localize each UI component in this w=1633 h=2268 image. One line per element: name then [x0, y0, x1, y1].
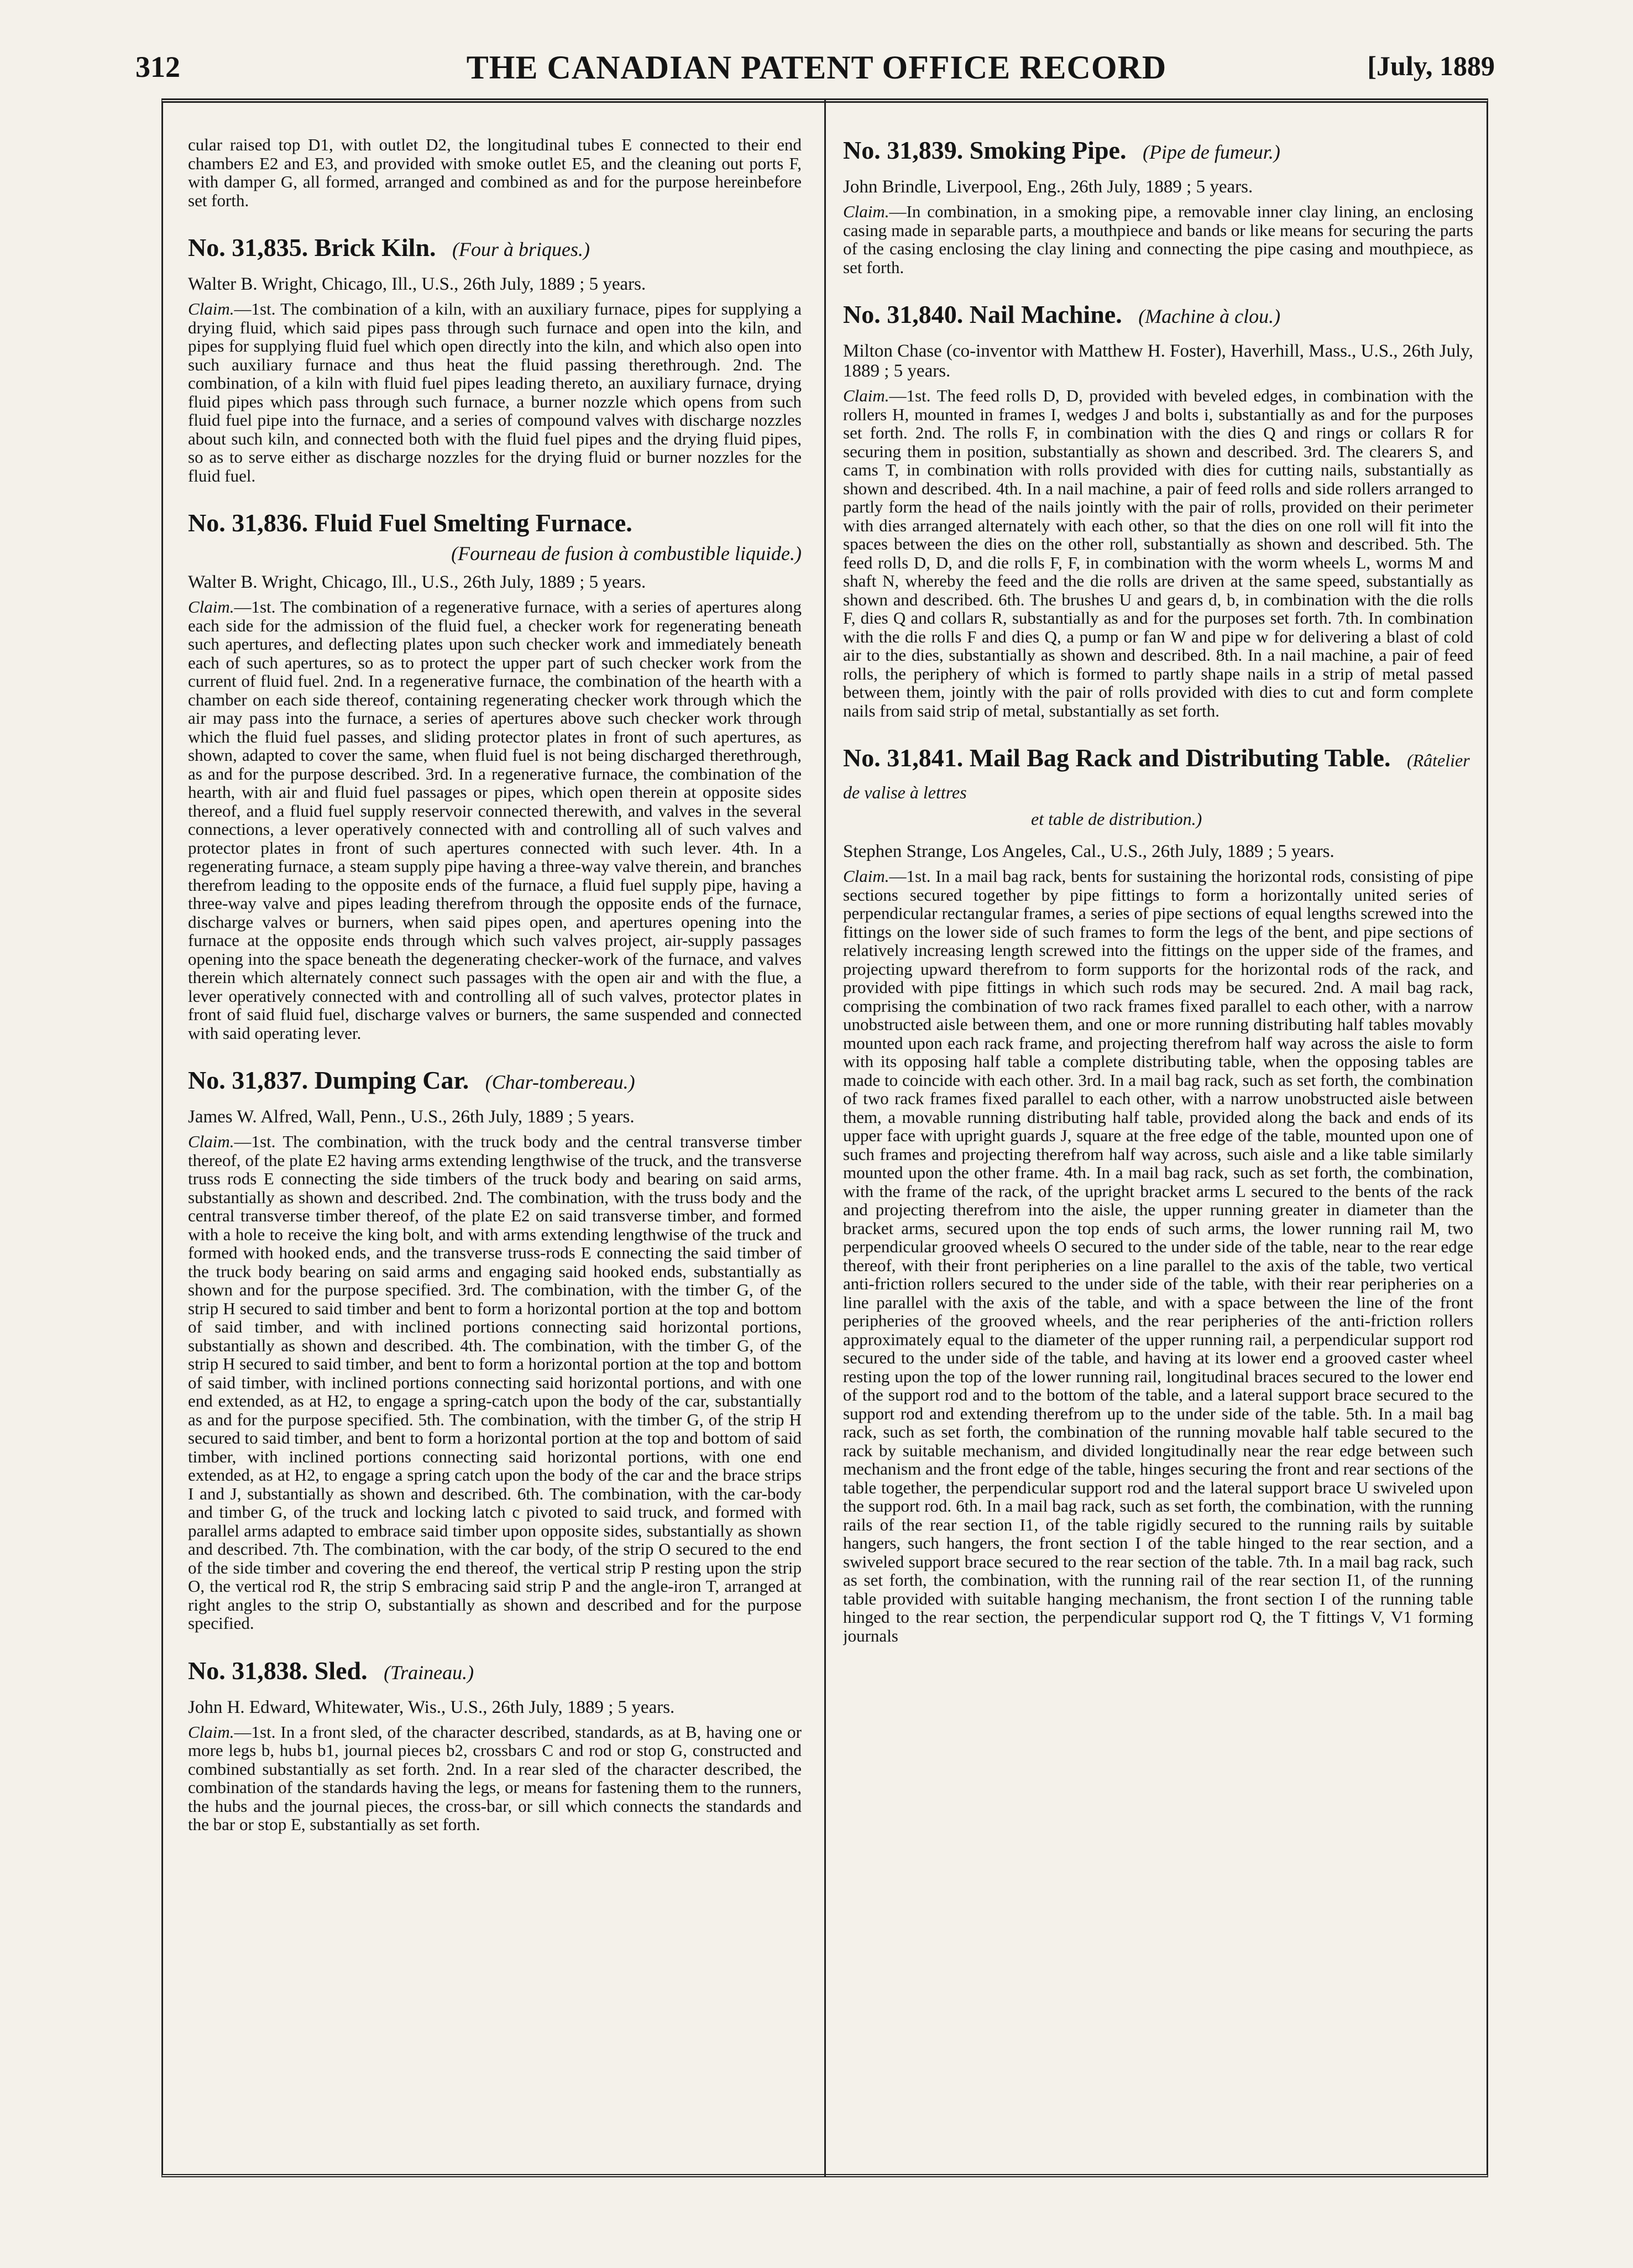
page-number: 312: [135, 50, 180, 83]
claim-text: —1st. The feed rolls D, D, provided with beveled edges, in combination with the rollers H, mounted in frames I, wedges J and bolts i, substantially as and for the purposes set forth. 2nd. The rolls F, in combination with the dies Q and rings or collars R for securing them in position, substantially as shown and described. 3rd. The clearers S, and cams T, in combination with rolls provided with dies for cutting nails, substantially as shown and described. 4th. In a nail machine, a pair of feed rolls and side rollers arranged to partly form the head of the nails jointly with the pair of rolls, provided on their perimeter with dies arranged alternately with each other, so that the dies on one roll will fit into the spaces between the dies on the other roll, substantially as shown and described. 5th. The feed rolls D, D, and die rolls F, F, in combination with the worm wheels L, worms M and shaft N, whereby the feed and the die rolls are driven at the same speed, substantially as shown and described. 6th. The brushes U and gears d, b, in combination with the die rolls F, dies Q and collars R, substantially as and for the purposes set forth. 7th. In combination with the die rolls F and dies Q, a pump or fan W and pipe w for delivering a blast of cold air to the dies, substantially as shown and described. 8th. In a nail machine, a pair of feed rolls, the periphery of which is formed to partly shape nails in a strip of metal passed between them, jointly with the pair of rolls provided with dies to cut and form complete nails from said strip of metal, substantially as set forth.: [843, 386, 1473, 720]
patent-heading: [188, 233, 802, 264]
patent-31841: [843, 743, 1473, 1645]
claim-label: Claim.: [188, 299, 234, 318]
patent-heading: [188, 508, 802, 538]
patent-inventor: Walter B. Wright, Chicago, Ill., U.S., 26th July, 1889 ; 5 years.: [188, 274, 646, 294]
page-header: [0, 33, 1633, 94]
patent-title: Fluid Fuel Smelting Furnace.: [314, 509, 632, 537]
patent-title: Smoking Pipe.: [969, 136, 1127, 164]
claim-label: Claim.: [188, 597, 234, 616]
claim-text: —In combination, in a smoking pipe, a removable inner clay lining, an enclosing casing made in separable parts, a mouthpiece and bands or like means for securing the parts of the casing enclosing the clay lining and connecting the pipe casing and mouthpiece, as set forth.: [843, 202, 1473, 277]
patent-claim: [188, 598, 802, 1042]
patent-claim: [188, 300, 802, 485]
journal-title: THE CANADIAN PATENT OFFICE RECORD: [466, 49, 1167, 86]
patent-31837: [188, 1065, 802, 1633]
patent-inventor: Stephen Strange, Los Angeles, Cal., U.S., 26th July, 1889 ; 5 years.: [843, 842, 1334, 861]
patent-french-title: (Pipe de fumeur.): [1142, 141, 1280, 163]
patent-inventor: Milton Chase (co-inventor with Matthew H. Foster), Haverhill, Mass., U.S., 26th July, 1889 ; 5 years.: [843, 341, 1473, 381]
claim-text: —1st. The combination of a kiln, with an auxiliary furnace, pipes for supplying a drying fluid, which said pipes pass through such furnace and open into the kiln, and pipes for supplying fluid fuel which open directly into the kiln, and which also open into such auxiliary furnace and thus heat the fluid passing therethrough. 2nd. The combination, of a kiln with fluid fuel pipes leading thereto, an auxiliary furnace, drying fluid pipes which pass through such furnace, a burner nozzle which opens from such fluid fuel pipe into the furnace, and a series of compound valves with discharge nozzles about such kiln, and connected both with the fluid fuel pipes and the drying fluid pipes, so as to serve either as discharge nozzles for the drying fluid or burner nozzles for the fluid fuel.: [188, 299, 802, 485]
claim-text: —1st. The combination of a regenerative furnace, with a series of apertures along each side for the admission of the fluid fuel, a checker work for regenerating beneath such apertures, and deflecting plates upon such checker work and immediately beneath each of such apertures, so as to protect the upper part of such checker work from the current of fluid fuel. 2nd. In a regenerative furnace, the combination of the hearth with a chamber on each side thereof, containing regenerating checker work through which the air may pass into the furnace, a series of apertures above such checker work through which the fluid fuel passes, and sliding protector plates in front of such apertures, as shown, adapted to cover the same, when fluid fuel is not being discharged therethrough, as and for the purpose described. 3rd. In a regenerative furnace, the combination of the hearth, with air and fluid fuel passages or pipes, which open therein at opposite sides thereof, and a fluid fuel supply reservoir connected therewith, and valves in the several connections, a lever operatively connected with and controlling all of such valves and protector plates in front of such apertures connected with such lever. 4th. In a regenerating furnace, a steam supply pipe having a three-way valve therein, and branches therefrom leading to the opposite ends of the furnace, a fluid fuel supply pipe, having a three-way valve and pipes leading therefrom through the opposite ends of the furnace, discharge valves or burners, when said pipes open, and apertures opening into the furnace at the opposite ends through which such valves project, air-supply passages opening into the space beneath the degenerating checker-work of the furnace, and valves therein which alternately connect such passages with the open air and with the flue, a lever operatively connected with and controlling all of such valves, protector plates in front of said fluid fuel, discharge valves or burners, the same suspended and connected with said operating lever.: [188, 597, 802, 1043]
claim-label: Claim.: [843, 866, 889, 886]
claim-label: Claim.: [843, 202, 889, 221]
patent-inventor: John Brindle, Liverpool, Eng., 26th July, 1889 ; 5 years.: [843, 177, 1253, 197]
column-divider: [824, 98, 826, 2177]
issue-date: [July, 1889: [1367, 50, 1495, 81]
claim-label: Claim.: [188, 1132, 234, 1151]
patent-claim: [188, 1723, 802, 1834]
claim-label: Claim.: [188, 1722, 234, 1742]
patent-french-title: (Fourneau de fusion à combustible liquide.): [451, 542, 802, 565]
patent-heading: [843, 135, 1473, 167]
patent-heading: [843, 300, 1473, 331]
patent-number: No. 31,839.: [843, 136, 964, 164]
patent-claim: [843, 386, 1473, 720]
patent-number: No. 31,836.: [188, 509, 308, 537]
claim-text: —1st. The combination, with the truck body and the central transverse timber thereof, of the plate E2 having arms extending lengthwise of the truck, and the transverse truss rods E connecting the side timbers of the truck body and bearing on said arms, substantially as shown and described. 2nd. The combination, with the truss body and the central transverse timber thereof, of the plate E2 on said transverse timber, and formed with a hole to receive the king bolt, and with arms extending lengthwise of the truck and formed with hooked ends, and the transverse truss-rods E connecting the said timber of the truck body bearing on said arms and engaging said hooked ends, substantially as shown and for the purpose specified. 3rd. The combination, with the timber G, of the strip H secured to said timber and bent to form a horizontal portion at the top and bottom of said timber, and with inclined portions connecting said horizontal portions, substantially as shown and described. 4th. The combination, with the timber G, of the strip H secured to said timber, and bent to form a horizontal portion at the top and bottom of said timber, with inclined portions connecting said horizontal portions, and with one end extended, as at H2, to engage a spring-catch upon the body of the car, substantially as and for the purpose specified. 5th. The combination, with the timber G, of the strip H secured to said timber, and bent to form a horizontal portion at the top and bottom of said timber, with inclined portions connecting said horizontal portions, with one end extended, as at H2, to engage a spring catch upon the body of the car and the brace strips I and J, substantially as shown and described. 6th. The combination, with the car-body and timber G, of the truck and locking latch c pivoted to said truck, and formed with parallel arms adapted to embrace said timber upon opposite sides, substantially as shown and described. 7th. The combination, with the car body, of the strip O secured to the end of the side timber and covering the end thereof, the vertical strip P resting upon the strip O, the vertical rod R, the strip S embracing said strip P and the angle-iron T, arranged at right angles to the strip O, substantially as shown and described and for the purpose specified.: [188, 1132, 802, 1633]
patent-title: Mail Bag Rack and Distributing Table.: [969, 744, 1391, 772]
claim-text: —1st. In a front sled, of the character described, standards, as at B, having one or more legs b, hubs b1, journal pieces b2, crossbars C and rod or stop G, constructed and combined substantially as set forth. 2nd. In a rear sled of the character described, the combination of the standards having the legs, or means for fastening them to the runners, the hubs and the journal pieces, the cross-bar, or sill which connects the standards and the bar or stop E, substantially as set forth.: [188, 1722, 802, 1834]
patent-heading: [188, 1656, 802, 1687]
patent-31836: [188, 508, 802, 1042]
patent-heading: [188, 1065, 802, 1097]
patent-french-title-line-2: et table de distribution.): [1031, 809, 1202, 829]
patent-french-title: (Char-tombereau.): [485, 1071, 635, 1093]
patent-inventor: John H. Edward, Whitewater, Wis., U.S., 26th July, 1889 ; 5 years.: [188, 1697, 675, 1717]
patent-title: Nail Machine.: [969, 300, 1122, 328]
patent-inventor: Walter B. Wright, Chicago, Ill., U.S., 26th July, 1889 ; 5 years.: [188, 572, 646, 592]
continuation-text: cular raised top D1, with outlet D2, the longitudinal tubes E connected to their end chambers E2 and E3, and provided with smoke outlet E5, and the cleaning out ports F, with damper G, all formed, arranged and combined as and for the purpose hereinbefore set forth.: [188, 135, 802, 210]
patent-title: Dumping Car.: [314, 1066, 469, 1094]
claim-text: —1st. In a mail bag rack, bents for sustaining the horizontal rods, consisting of pipe sections secured together by pipe fittings to form a horizontally united series of perpendicular rectangular frames, a series of pipe sections of equal lengths screwed into the fittings on the lower side of such frames to form the legs of the bent, and pipe sections of relatively increasing length screwed into the fittings on the upper side of the frames, and projecting upward therefrom to form supports for the horizontal rods of the rack, and provided with pipe fittings in which such rods may be secured. 2nd. A mail bag rack, comprising the combination of two rack frames fixed parallel to each other, with a narrow unobstructed aisle between them, and one or more running distributing half tables movably mounted upon each rack frame, and projecting therefrom half way across the aisle to form with its opposing half table a complete distributing table, when the opposing tables are made to coincide with each other. 3rd. In a mail bag rack, such as set forth, the combination of two rack frames fixed parallel to each other, with a narrow unobstructed aisle between them, a movable running distributing half table, provided along the back and ends of its upper face with upright guards J, square at the free edge of the table, mounted upon one of such frames and projecting therefrom half way across, such aisle and a like table similarly mounted upon the other frame. 4th. In a mail bag rack, such as set forth, the combination, with the frame of the rack, of the upright bracket arms L secured to the bents of the rack and projecting therefrom into the aisle, the upper running greater in diameter than the bracket arms, secured upon the top ends of such arms, the lower running rail M, two perpendicular grooved wheels O secured to the under side of the table, near to the rear edge thereof, with their front peripheries on a line parallel to the axis of the table, two vertical anti-friction rollers secured to the under side of the table, with their rear peripheries on a line parallel with the axis of the table, and with a space between the line of the front peripheries of the grooved wheels, and the rear peripheries of the anti-friction rollers approximately equal to the diameter of the upper running rail, a perpendicular support rod secured to the under side of the table, and having at its lower end a grooved caster wheel resting upon the top of the lower running rail, longitudinal braces secured to the lower end of the support rod and to the bottom of the table, and a lateral support brace secured to the support rod and extending therefrom up to the under side of the table. 5th. In a mail bag rack, such as set forth, the combination of the running movable half table secured to the rack by suitable mechanism, and divided longitudinally near the rear edge between such mechanism and the front edge of the table, hinges securing the front and rear sections of the table together, the perpendicular support rod and the lateral support brace U swiveled upon the support rod. 6th. In a mail bag rack, such as set forth, the combination, with the running rails of the rear section I1, of the table rigidly secured to the running rails by suitable hangers, such hangers, the front section I of the table hinged to the rear section, and a swiveled support brace secured to the rear section of the table. 7th. In a mail bag rack, such as set forth, the combination, with the running rail of the rear section I1, of the running table provided with suitable hanging mechanism, the front section I of the running table hinged to the rear section, the perpendicular support rod Q, the T fittings V, V1 forming journals: [843, 866, 1473, 1645]
claim-label: Claim.: [843, 386, 889, 405]
patent-heading: [843, 743, 1473, 807]
patent-31835: [188, 233, 802, 485]
patent-number: No. 31,835.: [188, 233, 308, 262]
patent-number: No. 31,841.: [843, 744, 964, 772]
patent-claim: [188, 1132, 802, 1633]
patent-title: Sled.: [314, 1656, 368, 1685]
patent-french-title: (Machine à clou.): [1138, 305, 1281, 327]
patent-claim: [843, 867, 1473, 1645]
patent-number: No. 31,840.: [843, 300, 964, 328]
patent-inventor: James W. Alfred, Wall, Penn., U.S., 26th July, 1889 ; 5 years.: [188, 1107, 635, 1127]
patent-claim: [843, 202, 1473, 276]
patent-31839: [843, 135, 1473, 276]
patent-number: No. 31,837.: [188, 1066, 308, 1094]
patent-31840: [843, 300, 1473, 720]
right-column: [843, 135, 1473, 2165]
patent-french-title-line-1: (Râtelier de valise à lettres: [843, 750, 1470, 802]
left-column: [188, 135, 802, 2165]
patent-title: Brick Kiln.: [314, 233, 436, 262]
patent-31838: [188, 1656, 802, 1834]
patent-number: No. 31,838.: [188, 1656, 308, 1685]
patent-french-title: (Four à briques.): [452, 238, 590, 260]
patent-french-title: (Traineau.): [384, 1661, 474, 1684]
